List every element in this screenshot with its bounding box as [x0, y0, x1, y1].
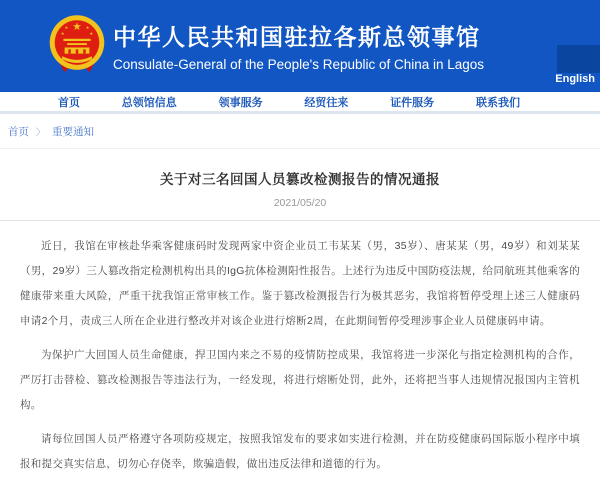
svg-text:★: ★	[60, 32, 65, 38]
article-title: 关于对三名回国人员篡改检测报告的情况通报	[160, 172, 440, 187]
nav-item-consular-services[interactable]: 领事服务	[218, 96, 263, 109]
svg-text:★: ★	[85, 25, 90, 31]
breadcrumb-separator-icon: 〉	[36, 127, 46, 137]
main-navigation	[0, 92, 600, 114]
article-paragraph-3: 请每位回国人员严格遵守各项防疫规定，按照我馆发布的要求如实进行检测，并在防疫健康码国际版小程序中填报和提交真实信息，切勿心存侥幸，欺骗造假，做出违反法律和道德的行为。	[20, 433, 580, 470]
article	[0, 168, 600, 477]
nav-item-economic-trade[interactable]: 经贸往来	[304, 96, 349, 109]
site-header	[0, 0, 600, 92]
svg-text:★: ★	[64, 25, 69, 31]
breadcrumb	[0, 114, 600, 149]
article-paragraph-2: 为保护广大回国人员生命健康，捍卫国内来之不易的疫情防控成果，我馆将进一步深化与指定检测机构的合作，严厉打击替检、篡改检测报告等违法行为，一经发现，将进行熔断处罚，此外，还将把当事人违规情况报国内主管机构。	[20, 349, 580, 411]
nav-item-home[interactable]: 首页	[58, 96, 80, 109]
svg-text:★: ★	[89, 32, 94, 38]
nav-item-contact-us[interactable]: 联系我们	[475, 96, 520, 109]
svg-text:★: ★	[72, 21, 82, 34]
article-paragraph-1: 近日，我馆在审核赴华乘客健康码时发现两家中资企业员工韦某某（男，35岁）、唐某某（男，49岁）和刘某某（男，29岁）三人篡改指定检测机构出具的IgG抗体检测阳性报告。上述行为违反中国防疫法规，给同航班其他乘客的健康带来重大风险，严重干扰我馆正常审核工作。鉴于篡改检测报告行为极其恶劣，我馆将暂停受理上述三人健康码申请2个月，责成三人所在企业进行整改并对该企业进行熔断2周，在此期间暂停受理涉事企业人员健康码申请。	[20, 240, 580, 327]
breadcrumb-current-page: 重要通知	[52, 126, 95, 138]
article-date: 2021/05/20	[273, 197, 327, 209]
article-body	[0, 221, 600, 477]
nav-item-consulate-info[interactable]: 总领馆信息	[121, 96, 177, 109]
site-title-chinese: 中华人民共和国驻拉各斯总领事馆	[113, 24, 481, 50]
china-national-emblem-icon	[46, 11, 108, 79]
language-switcher-box[interactable]	[557, 45, 600, 73]
site-title-english: Consulate-General of the People's Republic of China in Lagos	[113, 57, 485, 72]
breadcrumb-home-link[interactable]: 首页	[8, 126, 29, 138]
nav-item-document-services[interactable]: 证件服务	[390, 96, 435, 109]
header-titles	[113, 19, 484, 72]
english-language-link[interactable]: English	[555, 73, 595, 85]
